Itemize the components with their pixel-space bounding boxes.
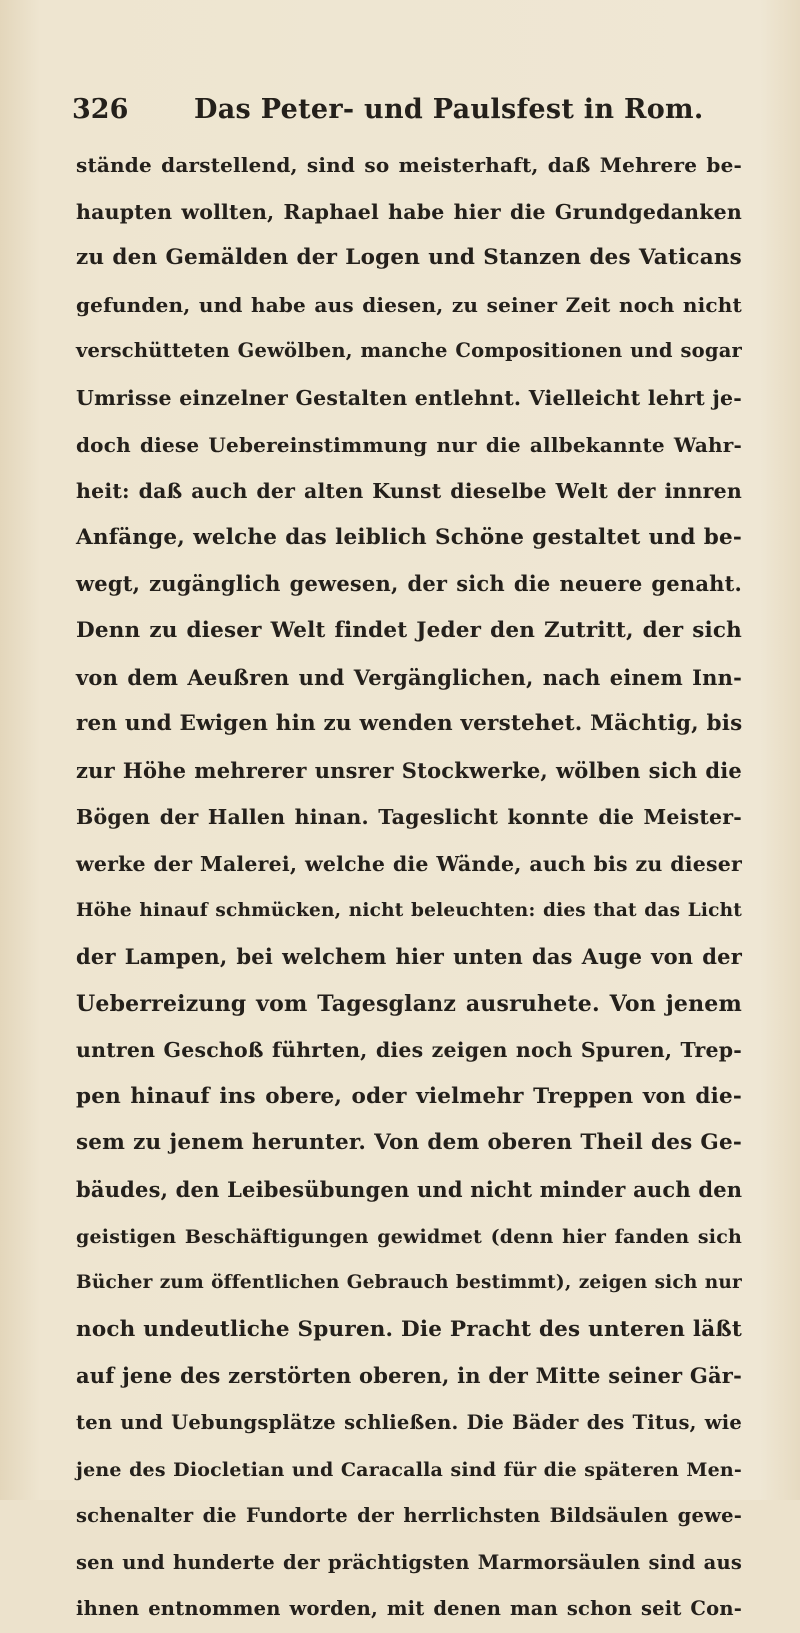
text-line: doch diese Uebereinstimmung nur die allbekannte Wahr- (76, 432, 742, 457)
text-line: ten und Uebungsplätze schließen. Die Bäder des Titus, wie (76, 1411, 742, 1435)
page-number: 326 (72, 94, 129, 125)
text-line: verschütteten Gewölben, manche Compositionen und sogar (76, 339, 742, 363)
text-line: ihnen entnommen worden, mit denen man schon seit Con- (76, 1597, 742, 1621)
text-line: auf jene des zerstörten oberen, in der Mitte seiner Gär- (76, 1363, 742, 1389)
text-line: der Lampen, bei welchem hier unten das Auge von der (76, 944, 742, 970)
text-line: von dem Aeußren und Vergänglichen, nach einem Inn- (76, 664, 742, 690)
text-line: bäudes, den Leibesübungen und nicht minder auch den (76, 1177, 743, 1203)
text-line: Denn zu dieser Welt findet Jeder den Zutritt, der sich (76, 617, 742, 643)
text-line: stände darstellend, sind so meisterhaft, daß Mehrere be- (76, 153, 742, 177)
text-line: werke der Malerei, welche die Wände, auch bis zu dieser (76, 851, 742, 876)
text-line: Höhe hinauf schmücken, nicht beleuchten: dies that das Licht (76, 899, 742, 921)
text-line: zu den Gemälden der Logen und Stanzen des Vaticans (76, 245, 742, 271)
text-line: Umrisse einzelner Gestalten entlehnt. Vielleicht lehrt je- (76, 385, 742, 410)
text-line: ren und Ewigen hin zu wenden verstehet. Mächtig, bis (76, 711, 743, 737)
text-line: pen hinauf ins obere, oder vielmehr Treppen von die- (76, 1083, 742, 1109)
text-line: jene des Diocletian und Caracalla sind für die späteren Men- (76, 1458, 742, 1481)
text-line: noch undeutliche Spuren. Die Pracht des unteren läßt (76, 1316, 742, 1342)
running-title: Das Peter- und Paulsfest in Rom. (194, 94, 704, 125)
text-line: untren Geschoß führten, dies zeigen noch Spuren, Trep- (76, 1038, 742, 1063)
text-line: Ueberreizung vom Tagesglanz ausruhete. Von jenem (76, 990, 742, 1017)
text-line: geistigen Beschäftigungen gewidmet (denn hier fanden sich (76, 1225, 742, 1248)
page-header (72, 88, 732, 132)
text-line: heit: daß auch der alten Kunst dieselbe Welt der innren (76, 479, 742, 504)
text-line: zur Höhe mehrerer unsrer Stockwerke, wölben sich die (76, 757, 742, 783)
text-line: schenalter die Fundorte der herrlichsten Bildsäulen gewe- (76, 1504, 742, 1528)
text-line: sem zu jenem herunter. Von dem oberen Theil des Ge- (76, 1130, 742, 1156)
text-line: Anfänge, welche das leiblich Schöne gestaltet und be- (76, 524, 742, 550)
text-line: haupten wollten, Raphael habe hier die Grundgedanken (76, 199, 742, 224)
text-line: gefunden, und habe aus diesen, zu seiner Zeit noch nicht (76, 292, 742, 317)
text-line: Bögen der Hallen hinan. Tageslicht konnte die Meister- (76, 805, 742, 830)
body-text (76, 142, 742, 1633)
text-line: Bücher zum öffentlichen Gebrauch bestimmt), zeigen sich nur (76, 1272, 742, 1294)
text-line: wegt, zugänglich gewesen, der sich die neuere genaht. (76, 571, 742, 597)
text-line: sen und hunderte der prächtigsten Marmorsäulen sind aus (76, 1550, 742, 1574)
